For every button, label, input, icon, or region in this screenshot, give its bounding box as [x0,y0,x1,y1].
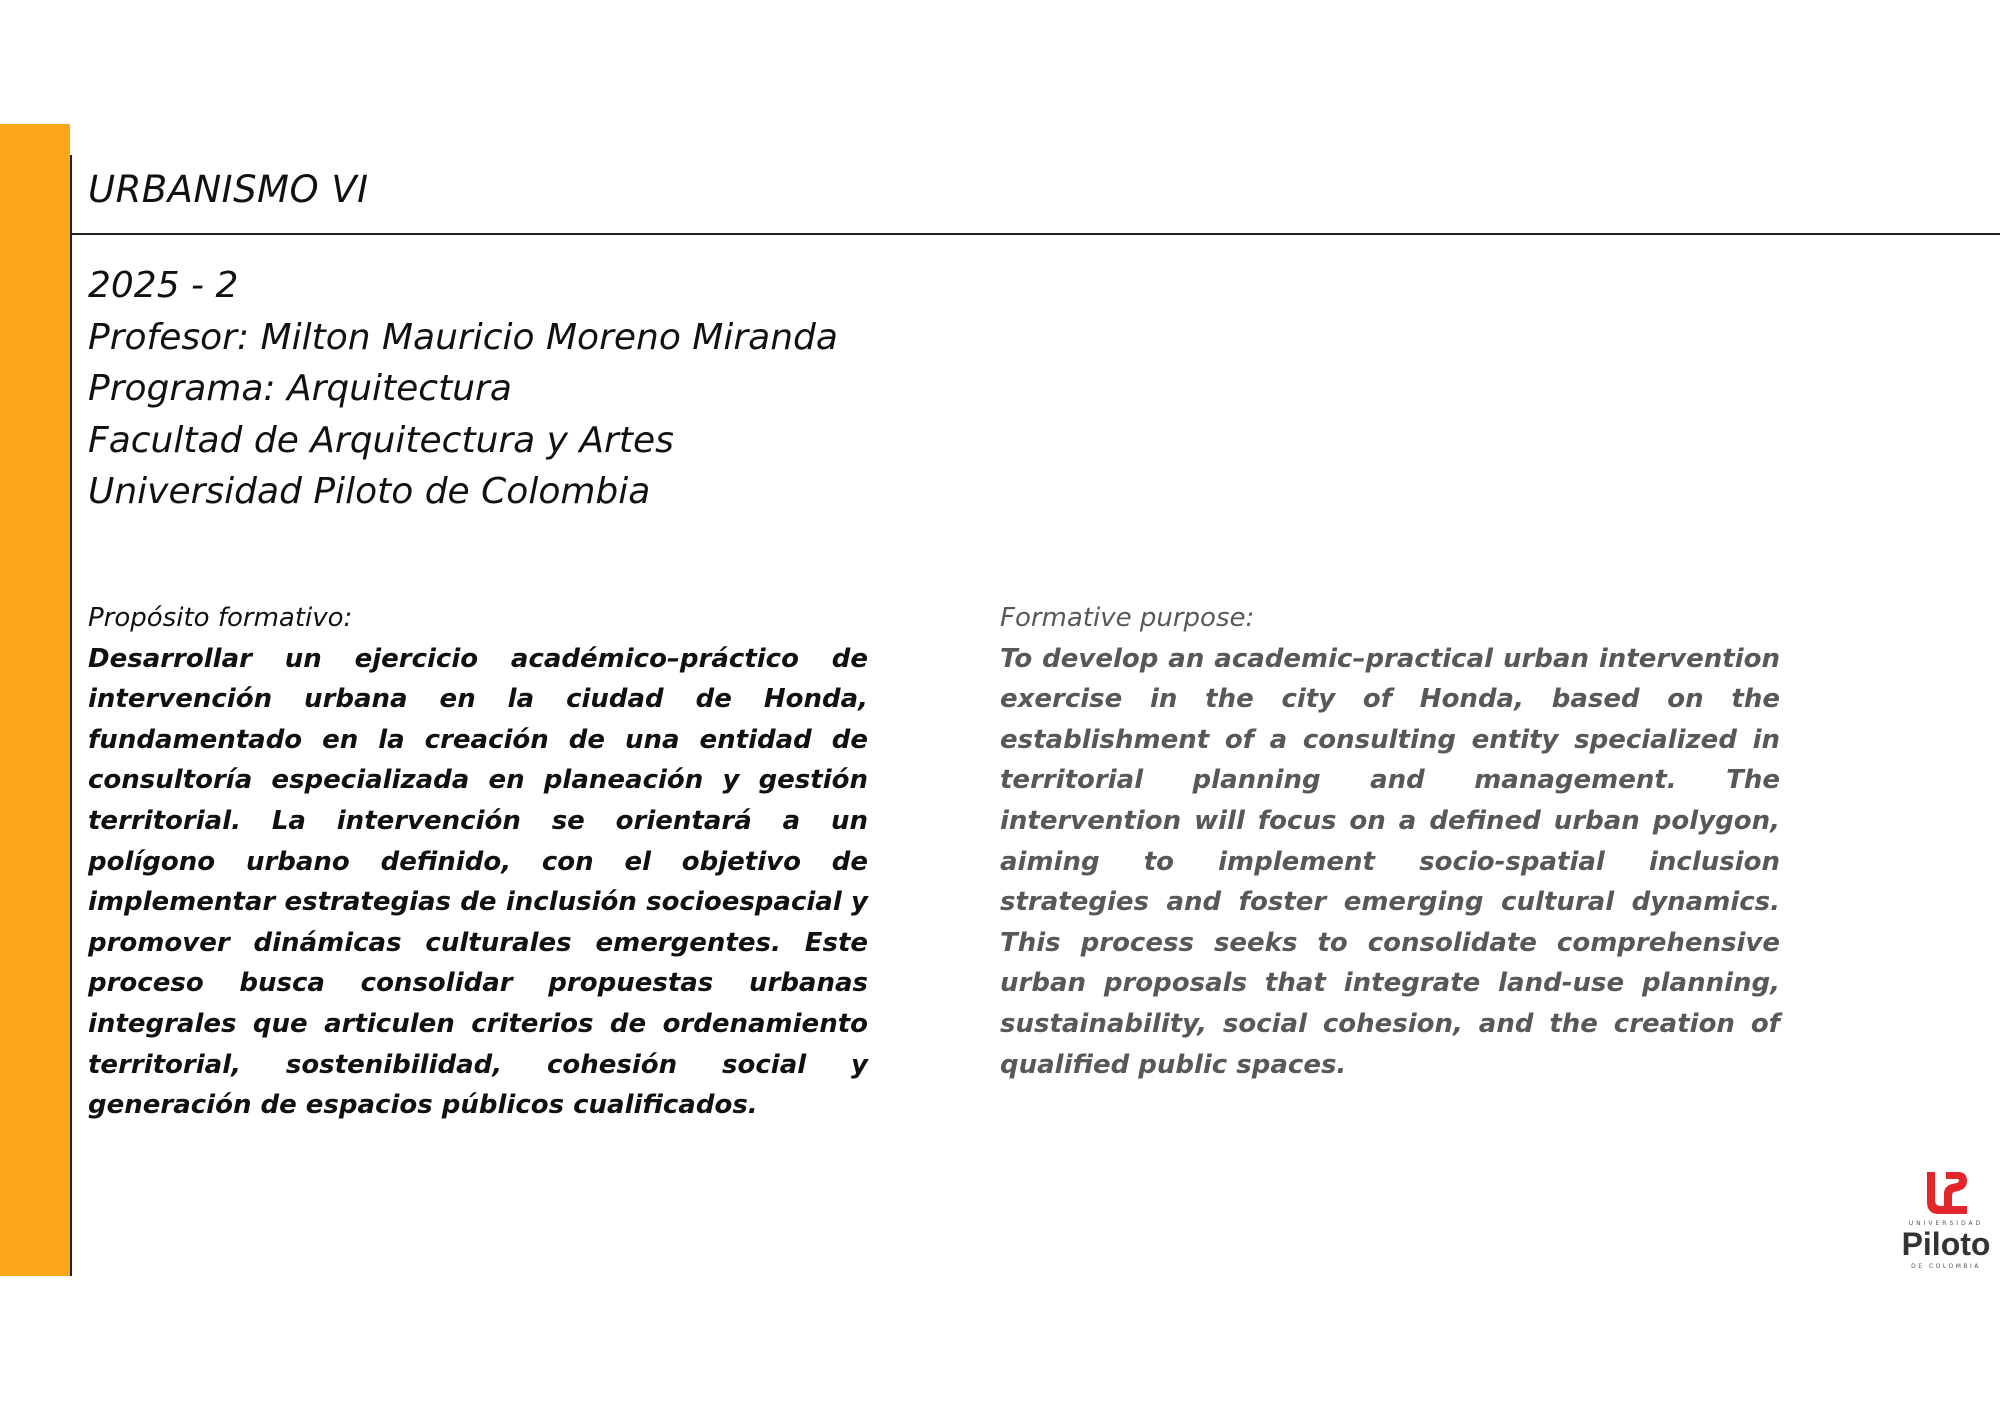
course-program: Programa: Arquitectura [88,368,512,409]
logo-top-text: UNIVERSIDAD [1908,1220,1984,1227]
course-term: 2025 - 2 [88,265,239,306]
page-title: URBANISMO VI [88,168,369,211]
course-university: Universidad Piloto de Colombia [88,471,651,512]
purpose-english-heading: Formative purpose: [1000,603,1255,633]
purpose-spanish-heading: Propósito formativo: [88,603,353,633]
universidad-piloto-logo-icon [1924,1170,1970,1216]
course-info [88,260,838,518]
purpose-english-column [1000,598,1780,1085]
course-professor: Profesor: Milton Mauricio Moreno Miranda [88,316,838,358]
course-faculty: Facultad de Arquitectura y Artes [88,419,674,461]
accent-sidebar-bar [0,124,70,1276]
purpose-english-body: To develop an academic–practical urban intervention exercise in the city of Honda, based on the establishment of a consulting entity specialized in territorial planning and management. The intervention will focus on a defined urban polygon, aiming to implement socio-spatial inclusion strategies and foster emerging cultural dynamics. This process seeks to consolidate comprehensive urban proposals that integrate land-use planning, sustainability, social cohesion, and the creation of qualified public spaces. [1000,643,1780,1080]
logo-name: Piloto [1901,1226,1991,1262]
university-logo [1896,1170,1996,1270]
title-underline-divider [72,233,2000,235]
vertical-divider [70,155,72,1276]
purpose-spanish-body: Desarrollar un ejercicio académico–práctico de intervención urbana en la ciudad de Honda, fundamentado en la creación de una entidad de consultoría especializada en planeación y gestión territorial. La intervención se orientará a un polígono urbano definido, con el objetivo de implementar estrategias de inclusión socioespacial y promover dinámicas culturales emergentes. Este proceso busca consolidar propuestas urbanas integrales que articulen criterios de ordenamiento territorial, sostenibilidad, cohesión social y generación de espacios públicos cualificados. [88,643,868,1121]
logo-bottom-text: DE COLOMBIA [1911,1263,1981,1270]
purpose-spanish-column [88,598,868,1126]
